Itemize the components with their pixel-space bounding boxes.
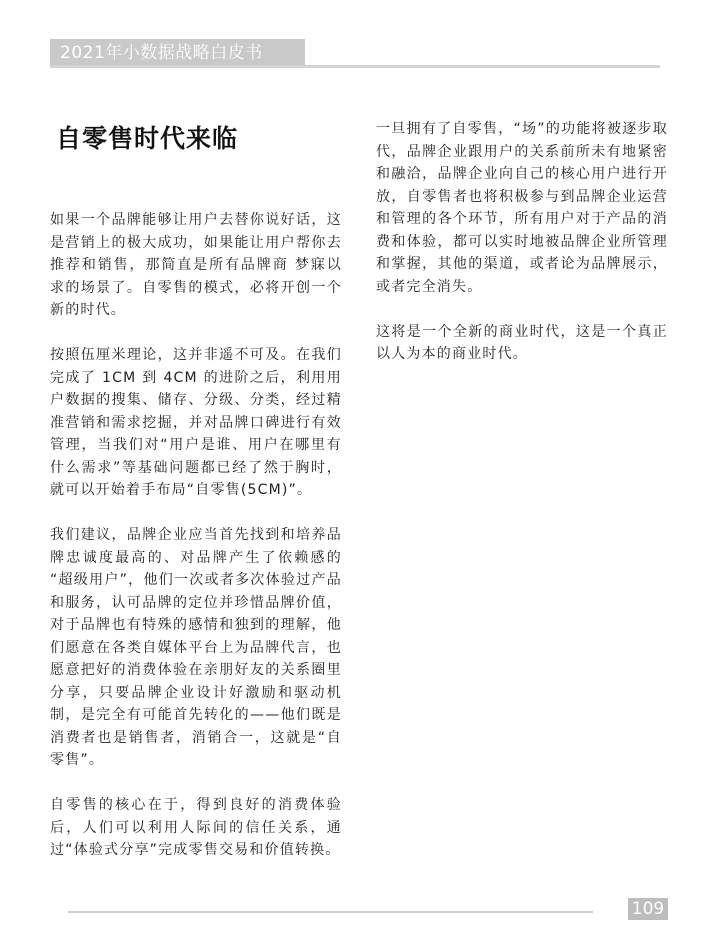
paragraph: 自零售的核心在于，得到良好的消费体验后，人们可以利用人际间的信任关系，通过“体验式分享”完成零售交易和价值转换。 (50, 797, 342, 858)
header-rule (50, 65, 660, 68)
page-number: 109 (628, 898, 668, 920)
left-column (50, 209, 342, 884)
header-label: 2021年小数据战略白皮书 (50, 39, 305, 67)
paragraph: 一旦拥有了自零售，“场”的功能将被逐步取代，品牌企业跟用户的关系前所未有地紧密和融洽，品牌企业向自己的核心用户进行开放，自零售者也将积极参与到品牌企业运营和管理的各个环节，所有用户对于产品的消费和体验，都可以实时地被品牌企业所管理和掌握，其他的渠道，或者论为品牌展示，或者完全消失。 (376, 121, 668, 295)
paragraph: 如果一个品牌能够让用户去替你说好话，这是营销上的极大成功，如果能让用户帮你去推荐和销售，那简直是所有品牌商 梦寐以求的场景了。自零售的模式，必将开创一个新的时代。 (50, 212, 342, 318)
paragraph: 按照伍厘米理论，这并非遥不可及。在我们完成了 1CM 到 4CM 的进阶之后，利用用户数据的搜集、储存、分级、分类，经过精准营销和需求挖掘，并对品牌口碑进行有效管理，当我们对“用户是谁、用户在哪里有什么需求”等基础问题都已经了然于胸时，就可以开始着手布局“自零售(5CM)”。 (50, 347, 342, 498)
footer-rule (68, 911, 593, 913)
article-title: 自零售时代来临 (56, 124, 239, 153)
paragraph: 我们建议，品牌企业应当首先找到和培养品牌忠诚度最高的、对品牌产生了依赖感的 “超级用户”，他们一次或者多次体验过产品和服务，认可品牌的定位并珍惜品牌价值，对于品牌也有特殊的感情和独到的理解，他们愿意在各类自媒体平台上为品牌代言，也愿意把好的消费体验在亲朋好友的关系圈里分享，只要品牌企业设计好激励和驱动机制，是完全有可能首先转化的——他们既是消费者也是销售者，消销合一，这就是“自零售”。 (50, 527, 342, 768)
right-column (376, 118, 668, 388)
paragraph: 这将是一个全新的商业时代，这是一个真正以人为本的商业时代。 (376, 323, 668, 362)
page-header (50, 39, 660, 69)
